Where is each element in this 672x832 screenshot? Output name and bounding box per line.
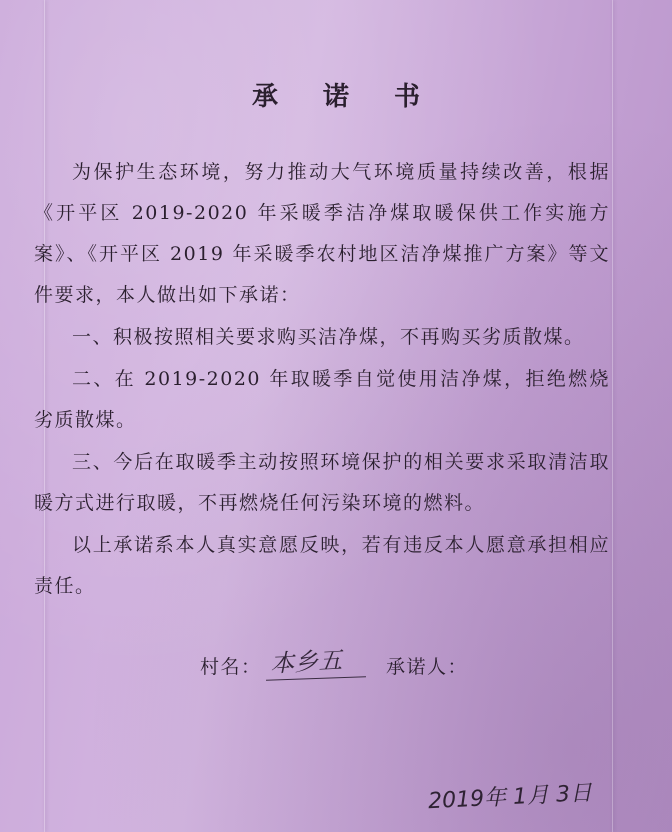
commitment-item-1: 一、积极按照相关要求购买洁净煤，不再购买劣质散煤。 — [72, 326, 585, 348]
paper-crease — [612, 0, 613, 832]
signer-label: 承诺人： — [386, 656, 469, 678]
commitment-item-2: 二、在 2019-2020 年取暖季自觉使用洁净煤，拒绝燃烧劣质散煤。 — [34, 368, 610, 431]
intro-paragraph: 为保护生态环境，努力推动大气环境质量持续改善，根据《开平区 2019-2020 年采暖季洁净煤取暖保供工作实施方案》、《开平区 2019 年采暖季农村地区洁净煤推广方案》等文件要求，本人做出如下承诺： — [34, 161, 610, 306]
village-name-handwritten: 本乡五 — [269, 646, 343, 678]
closing-paragraph: 以上承诺系本人真实意愿反映，若有违反本人愿意承担相应责任。 — [34, 534, 610, 597]
handwritten-date: 2019年 1月 3日 — [427, 780, 593, 815]
village-name-label: 村名： — [200, 656, 262, 678]
document-title: 承 诺 书 — [251, 82, 439, 112]
commitment-item-3: 三、今后在取暖季主动按照环境保护的相关要求采取清洁取暖方式进行取暖，不再燃烧任何污染环境的燃料。 — [34, 451, 610, 514]
